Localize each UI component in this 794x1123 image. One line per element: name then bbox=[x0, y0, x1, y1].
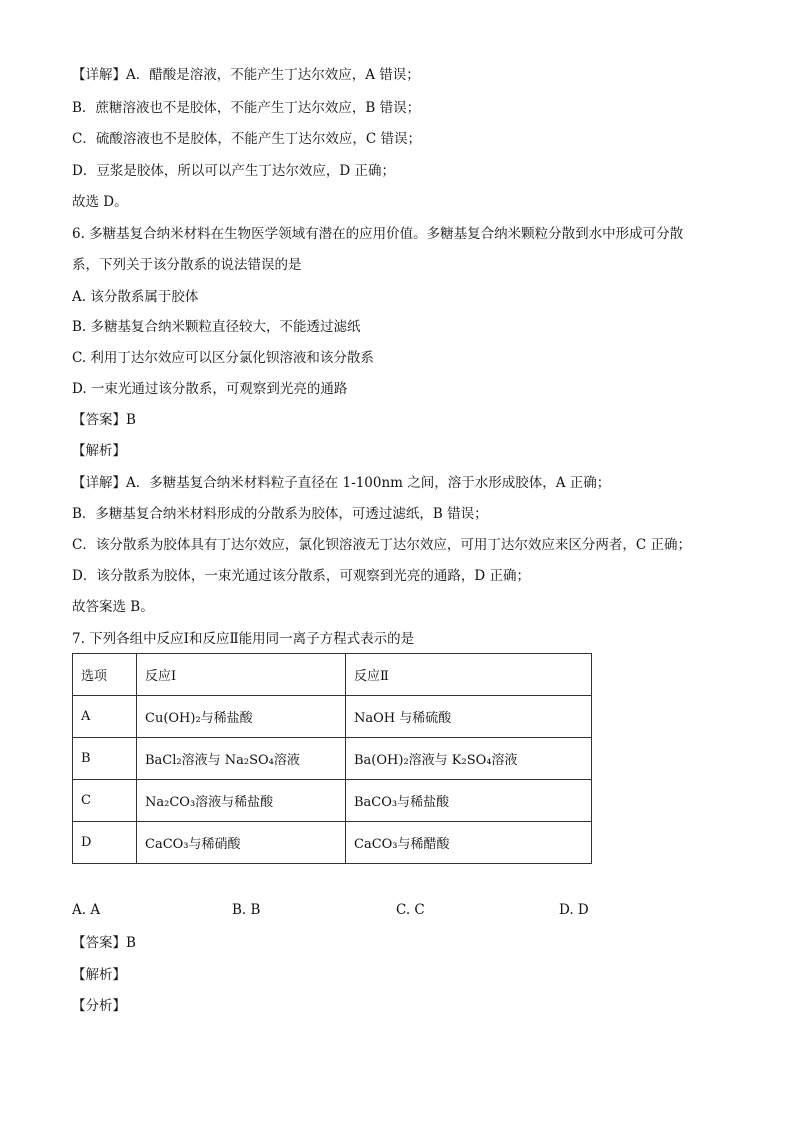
question-6-option-b: B. 多糖基复合纳米颗粒直径较大，不能透过滤纸 bbox=[72, 319, 361, 335]
table-cell: Ba(OH)₂溶液与 K₂SO₄溶液 bbox=[346, 738, 592, 780]
table-cell: D bbox=[73, 822, 137, 864]
question-6-stem-1: 6. 多糖基复合纳米材料在生物医学领域有潜在的应用价值。多糖基复合纳米颗粒分散到水中形成可分散 bbox=[72, 226, 684, 242]
line-2: B．蔗糖溶液也不是胶体，不能产生丁达尔效应，B 错误； bbox=[72, 100, 421, 116]
question-6-option-a: A. 该分散系属于胶体 bbox=[72, 289, 199, 305]
option-a: A. A bbox=[72, 902, 101, 918]
table-row bbox=[73, 780, 592, 822]
detail-line-4: D．该分散系为胶体，一束光通过该分散系，可观察到光亮的通路，D 正确； bbox=[72, 568, 530, 584]
table-cell: B bbox=[73, 738, 137, 780]
table-row bbox=[73, 696, 592, 738]
detail-line-1: 【详解】A．多糖基复合纳米材料粒子直径在 1-100nm 之间，溶于水形成胶体，A 正确； bbox=[72, 475, 611, 491]
line-5: 故选 D。 bbox=[72, 194, 128, 210]
detail-line-2: B．多糖基复合纳米材料形成的分散系为胶体，可透过滤纸，B 错误； bbox=[72, 506, 488, 522]
option-c: C. C bbox=[396, 902, 425, 918]
conclusion: 故答案选 B。 bbox=[72, 599, 154, 615]
analysis-sub-label: 【分析】 bbox=[72, 998, 126, 1014]
analysis-label-7: 【解析】 bbox=[72, 967, 126, 983]
question-6-option-d: D. 一束光通过该分散系，可观察到光亮的通路 bbox=[72, 381, 348, 397]
line-1: 【详解】A．醋酸是溶液，不能产生丁达尔效应，A 错误； bbox=[72, 67, 420, 83]
analysis-label: 【解析】 bbox=[72, 443, 126, 459]
table-cell: BaCO₃与稀盐酸 bbox=[346, 780, 592, 822]
table-row bbox=[73, 738, 592, 780]
option-d: D. D bbox=[559, 902, 589, 918]
question-7-stem: 7. 下列各组中反应Ⅰ和反应Ⅱ能用同一离子方程式表示的是 bbox=[72, 631, 415, 647]
table-row bbox=[73, 822, 592, 864]
table-header-cell: 反应Ⅱ bbox=[346, 654, 592, 696]
option-b: B. B bbox=[232, 902, 261, 918]
reaction-table bbox=[72, 653, 592, 864]
line-4: D．豆浆是胶体，所以可以产生丁达尔效应，D 正确； bbox=[72, 163, 395, 179]
table-cell: NaOH 与稀硫酸 bbox=[346, 696, 592, 738]
table-cell: CaCO₃与稀醋酸 bbox=[346, 822, 592, 864]
question-7-options bbox=[72, 902, 632, 922]
detail-line-3: C．该分散系为胶体具有丁达尔效应，氯化钡溶液无丁达尔效应，可用丁达尔效应来区分两者，C 正确； bbox=[72, 537, 691, 553]
table-header-cell: 反应Ⅰ bbox=[137, 654, 346, 696]
question-6-option-c: C. 利用丁达尔效应可以区分氯化钡溶液和该分散系 bbox=[72, 350, 374, 366]
table-cell: Na₂CO₃溶液与稀盐酸 bbox=[137, 780, 346, 822]
answer-label-7: 【答案】B bbox=[72, 935, 136, 951]
table-cell: C bbox=[73, 780, 137, 822]
question-6-stem-2: 系，下列关于该分散系的说法错误的是 bbox=[72, 257, 302, 273]
table-cell: BaCl₂溶液与 Na₂SO₄溶液 bbox=[137, 738, 346, 780]
table-cell: A bbox=[73, 696, 137, 738]
table-cell: Cu(OH)₂与稀盐酸 bbox=[137, 696, 346, 738]
table-header-cell: 选项 bbox=[73, 654, 137, 696]
table-cell: CaCO₃与稀硝酸 bbox=[137, 822, 346, 864]
table-header-row bbox=[73, 654, 592, 696]
answer-label: 【答案】B bbox=[72, 412, 136, 428]
line-3: C．硫酸溶液也不是胶体，不能产生丁达尔效应，C 错误； bbox=[72, 131, 421, 147]
